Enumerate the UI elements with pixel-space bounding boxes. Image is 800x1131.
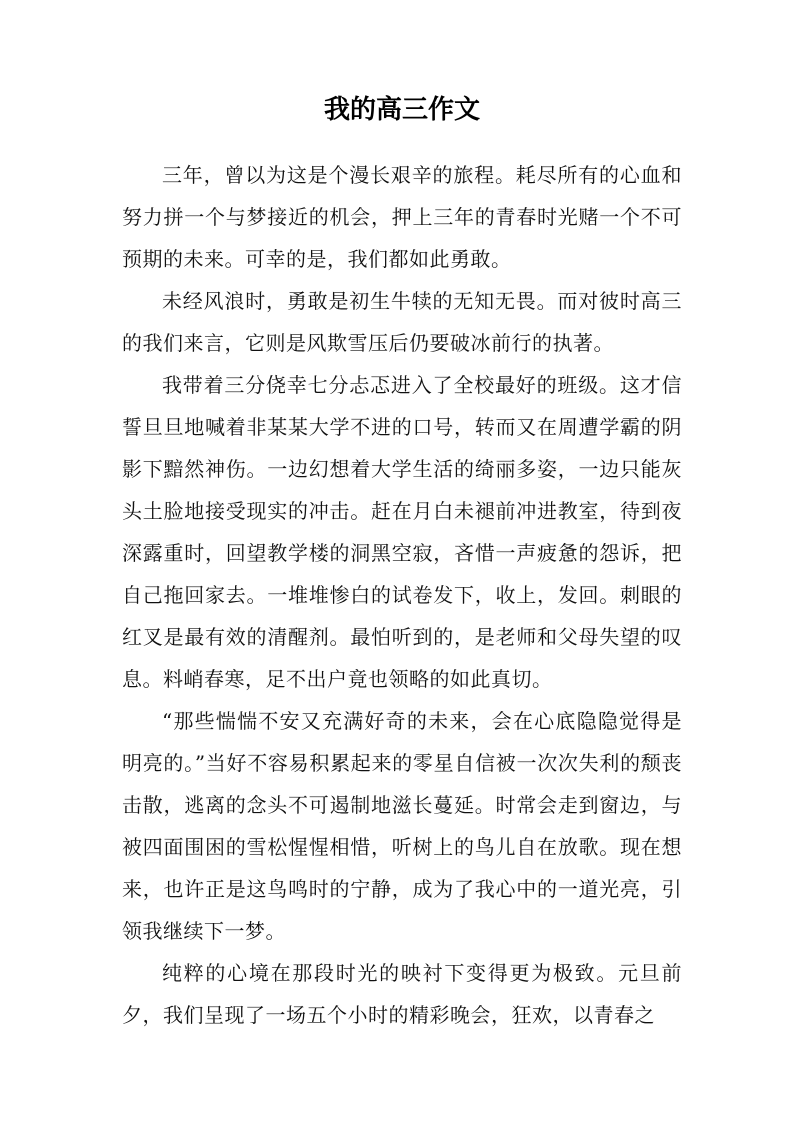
paragraph-5: 纯粹的心境在那段时光的映衬下变得更为极致。元旦前夕，我们呈现了一场五个小时的精彩晚会，狂欢，以青春之: [122, 961, 682, 1027]
paragraph-1: 三年，曾以为这是个漫长艰辛的旅程。耗尽所有的心血和努力拼一个与梦接近的机会，押上三年的青春时光赌一个不可预期的未来。可幸的是，我们都如此勇敢。: [122, 163, 682, 271]
paragraph-2: 未经风浪时，勇敢是初生牛犊的无知无畏。而对彼时高三的我们来言，它则是风欺雪压后仍要破冰前行的执著。: [122, 289, 682, 355]
paragraph-3: 我带着三分侥幸七分忐忑进入了全校最好的班级。这才信誓旦旦地喊着非某某大学不进的口号，转而又在周遭学霸的阴影下黯然神伤。一边幻想着大学生活的绮丽多姿，一边只能灰头土脸地接受现实的冲击。赶在月白未褪前冲进教室，待到夜深露重时，回望教学楼的洞黑空寂，吝惜一声疲惫的怨诉，把自己拖回家去。一堆堆惨白的试卷发下，收上，发回。刺眼的红叉是最有效的清醒剂。最怕听到的，是老师和父母失望的叹息。料峭春寒，足不出户竟也领略的如此真切。: [122, 373, 682, 691]
paragraph-4: “那些惴惴不安又充满好奇的未来，会在心底隐隐觉得是明亮的。”当好不容易积累起来的零星自信被一次次失利的颓丧击散，逃离的念头不可遏制地滋长蔓延。时常会走到窗边，与被四面围困的雪松惺惺相惜，听树上的鸟儿自在放歌。现在想来，也许正是这鸟鸣时的宁静，成为了我心中的一道光亮，引领我继续下一梦。: [122, 709, 682, 943]
document-page: [122, 92, 682, 1036]
document-title: 我的高三作文: [323, 95, 480, 125]
